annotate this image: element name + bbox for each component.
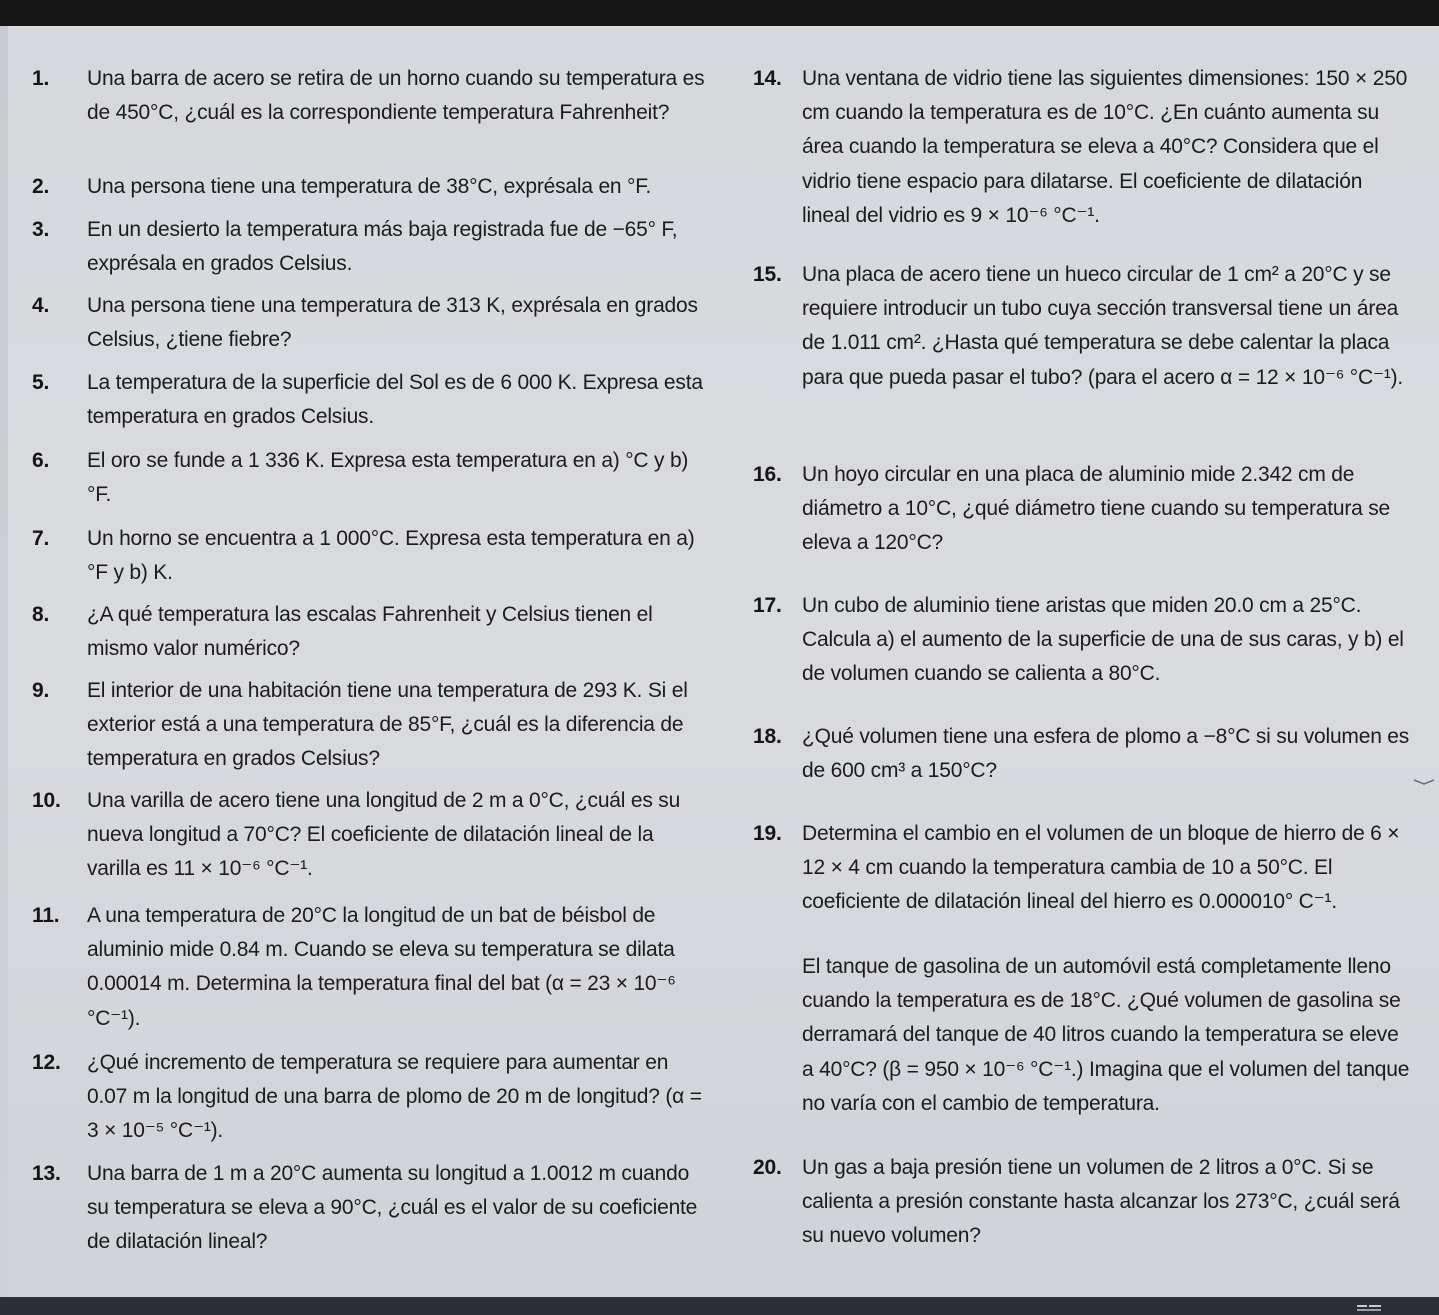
problem-6 — [32, 444, 712, 512]
problem-number: 18. — [753, 725, 782, 748]
problem-gasoline-tank — [753, 950, 1413, 1121]
problem-number: 15. — [753, 263, 782, 286]
problem-text: ¿Qué incremento de temperatura se requiere para aumentar en 0.07 m la longitud de una barra de plomo de 20 m de longitud? (α = 3 × 10⁻⁵ °C⁻¹). — [87, 1051, 702, 1143]
problem-text: Una placa de acero tiene un hueco circular de 1 cm² a 20°C y se requiere introducir un tubo cuya sección transversal tiene un área de 1.011 cm². ¿Hasta qué temperatura se debe calentar la placa para que pueda pasar el tubo? (para el acero α = 12 × 10⁻⁶ °C⁻¹). — [802, 263, 1404, 389]
problem-text: Una persona tiene una temperatura de 313 K, exprésala en grados Celsius, ¿tiene fiebre? — [87, 294, 698, 352]
problem-number: 17. — [753, 594, 782, 617]
problem-15 — [753, 258, 1413, 395]
problem-text: A una temperatura de 20°C la longitud de un bat de béisbol de aluminio mide 0.84 m. Cuando se eleva su temperatura se dilata 0.00014 m. Determina la temperatura final del bat (α = 23 × 10⁻⁶ °C⁻¹). — [87, 904, 676, 1030]
problem-text: ¿Qué volumen tiene una esfera de plomo a −8°C si su volumen es de 600 cm³ a 150°C? — [802, 725, 1410, 783]
problem-text: Determina el cambio en el volumen de un bloque de hierro de 6 × 12 × 4 cm cuando la temperatura cambia de 10 a 50°C. El coeficiente de dilatación lineal del hierro es 0.000010° C⁻¹. — [802, 822, 1400, 914]
problem-10 — [32, 784, 712, 887]
problem-number: 19. — [753, 822, 782, 845]
problem-14 — [753, 62, 1413, 233]
problem-number: 10. — [32, 789, 61, 812]
page-edge-mark — [1413, 778, 1435, 786]
problem-text: Una varilla de acero tiene una longitud de 2 m a 0°C, ¿cuál es su nueva longitud a 70°C? El coeficiente de dilatación lineal de la varilla es 11 × 10⁻⁶ °C⁻¹. — [87, 789, 681, 881]
problem-number: 5. — [32, 371, 50, 394]
problem-text: En un desierto la temperatura más baja registrada fue de −65° F, exprésala en grados Celsius. — [87, 218, 678, 276]
problem-7 — [32, 522, 712, 590]
problem-18 — [753, 720, 1413, 788]
problem-number: 7. — [32, 527, 50, 550]
problem-number: 1. — [32, 67, 50, 90]
problem-number: 14. — [753, 67, 782, 90]
problem-12 — [32, 1046, 712, 1149]
problem-3 — [32, 213, 712, 281]
problem-number: 9. — [32, 679, 50, 702]
problem-2 — [32, 170, 712, 204]
worksheet-page — [8, 26, 1439, 1297]
problem-text: Una barra de 1 m a 20°C aumenta su longitud a 1.0012 m cuando su temperatura se eleva a 90°C, ¿cuál es el valor de su coeficiente de dilatación lineal? — [87, 1162, 698, 1254]
problem-number: 11. — [32, 904, 60, 927]
problem-number: 8. — [32, 603, 50, 626]
problem-4 — [32, 289, 712, 357]
problem-number: 2. — [32, 175, 50, 198]
problem-text: La temperatura de la superficie del Sol es de 6 000 K. Expresa esta temperatura en grados Celsius. — [87, 371, 703, 429]
problem-number: 20. — [753, 1156, 782, 1179]
problem-text: Un cubo de aluminio tiene aristas que miden 20.0 cm a 25°C. Calcula a) el aumento de la superficie de una de sus caras, y b) el de volumen cuando se calienta a 80°C. — [802, 594, 1404, 686]
corner-indicator-icon — [1355, 1301, 1383, 1313]
problem-text: Una ventana de vidrio tiene las siguientes dimensiones: 150 × 250 cm cuando la temperatura es de 10°C. ¿En cuánto aumenta su área cuando la temperatura se eleva a 40°C? Considera que el vidrio tiene espacio para dilatarse. El coeficiente de dilatación lineal del vidrio es 9 × 10⁻⁶ °C⁻¹. — [802, 67, 1408, 227]
problem-text: El tanque de gasolina de un automóvil está completamente lleno cuando la temperatura es de 18°C. ¿Qué volumen de gasolina se derramará del tanque de 40 litros cuando la temperatura se eleve a 40°C? (β = 950 × 10⁻⁶ °C⁻¹.) Imagina que el volumen del tanque no varía con el cambio de temperatura. — [802, 955, 1410, 1115]
problem-number: 13. — [32, 1162, 61, 1185]
problem-20 — [753, 1151, 1413, 1254]
bottom-dark-border — [0, 1297, 1439, 1315]
problem-11 — [32, 899, 712, 1036]
problem-number: 6. — [32, 449, 50, 472]
problem-text: Un gas a baja presión tiene un volumen de 2 litros a 0°C. Si se calienta a presión constante hasta alcanzar los 273°C, ¿cuál será su nuevo volumen? — [802, 1156, 1400, 1248]
problem-9 — [32, 674, 712, 777]
problem-number: 3. — [32, 218, 50, 241]
problem-5 — [32, 366, 712, 434]
problem-number: 12. — [32, 1051, 61, 1074]
problem-13 — [32, 1157, 712, 1260]
problem-16 — [753, 458, 1413, 561]
problem-number: 4. — [32, 294, 50, 317]
problem-19 — [753, 817, 1413, 920]
problem-text: Una barra de acero se retira de un horno cuando su temperatura es de 450°C, ¿cuál es la correspondiente temperatura Fahrenheit? — [87, 67, 705, 125]
problem-text: El oro se funde a 1 336 K. Expresa esta temperatura en a) °C y b) °F. — [87, 449, 689, 507]
problem-number: 16. — [753, 463, 782, 486]
problem-1 — [32, 62, 712, 130]
problem-17 — [753, 589, 1413, 692]
problem-text: ¿A qué temperatura las escalas Fahrenheit y Celsius tienen el mismo valor numérico? — [87, 603, 653, 661]
problem-text: Una persona tiene una temperatura de 38°C, exprésala en °F. — [87, 175, 652, 198]
top-dark-border — [0, 0, 1439, 26]
problem-8 — [32, 598, 712, 666]
problem-text: El interior de una habitación tiene una temperatura de 293 K. Si el exterior está a una temperatura de 85°F, ¿cuál es la diferencia de temperatura en grados Celsius? — [87, 679, 688, 771]
problem-text: Un horno se encuentra a 1 000°C. Expresa esta temperatura en a) °F y b) K. — [87, 527, 695, 585]
problem-text: Un hoyo circular en una placa de aluminio mide 2.342 cm de diámetro a 10°C, ¿qué diámetro tiene cuando su temperatura se eleva a 120°C? — [802, 463, 1391, 555]
